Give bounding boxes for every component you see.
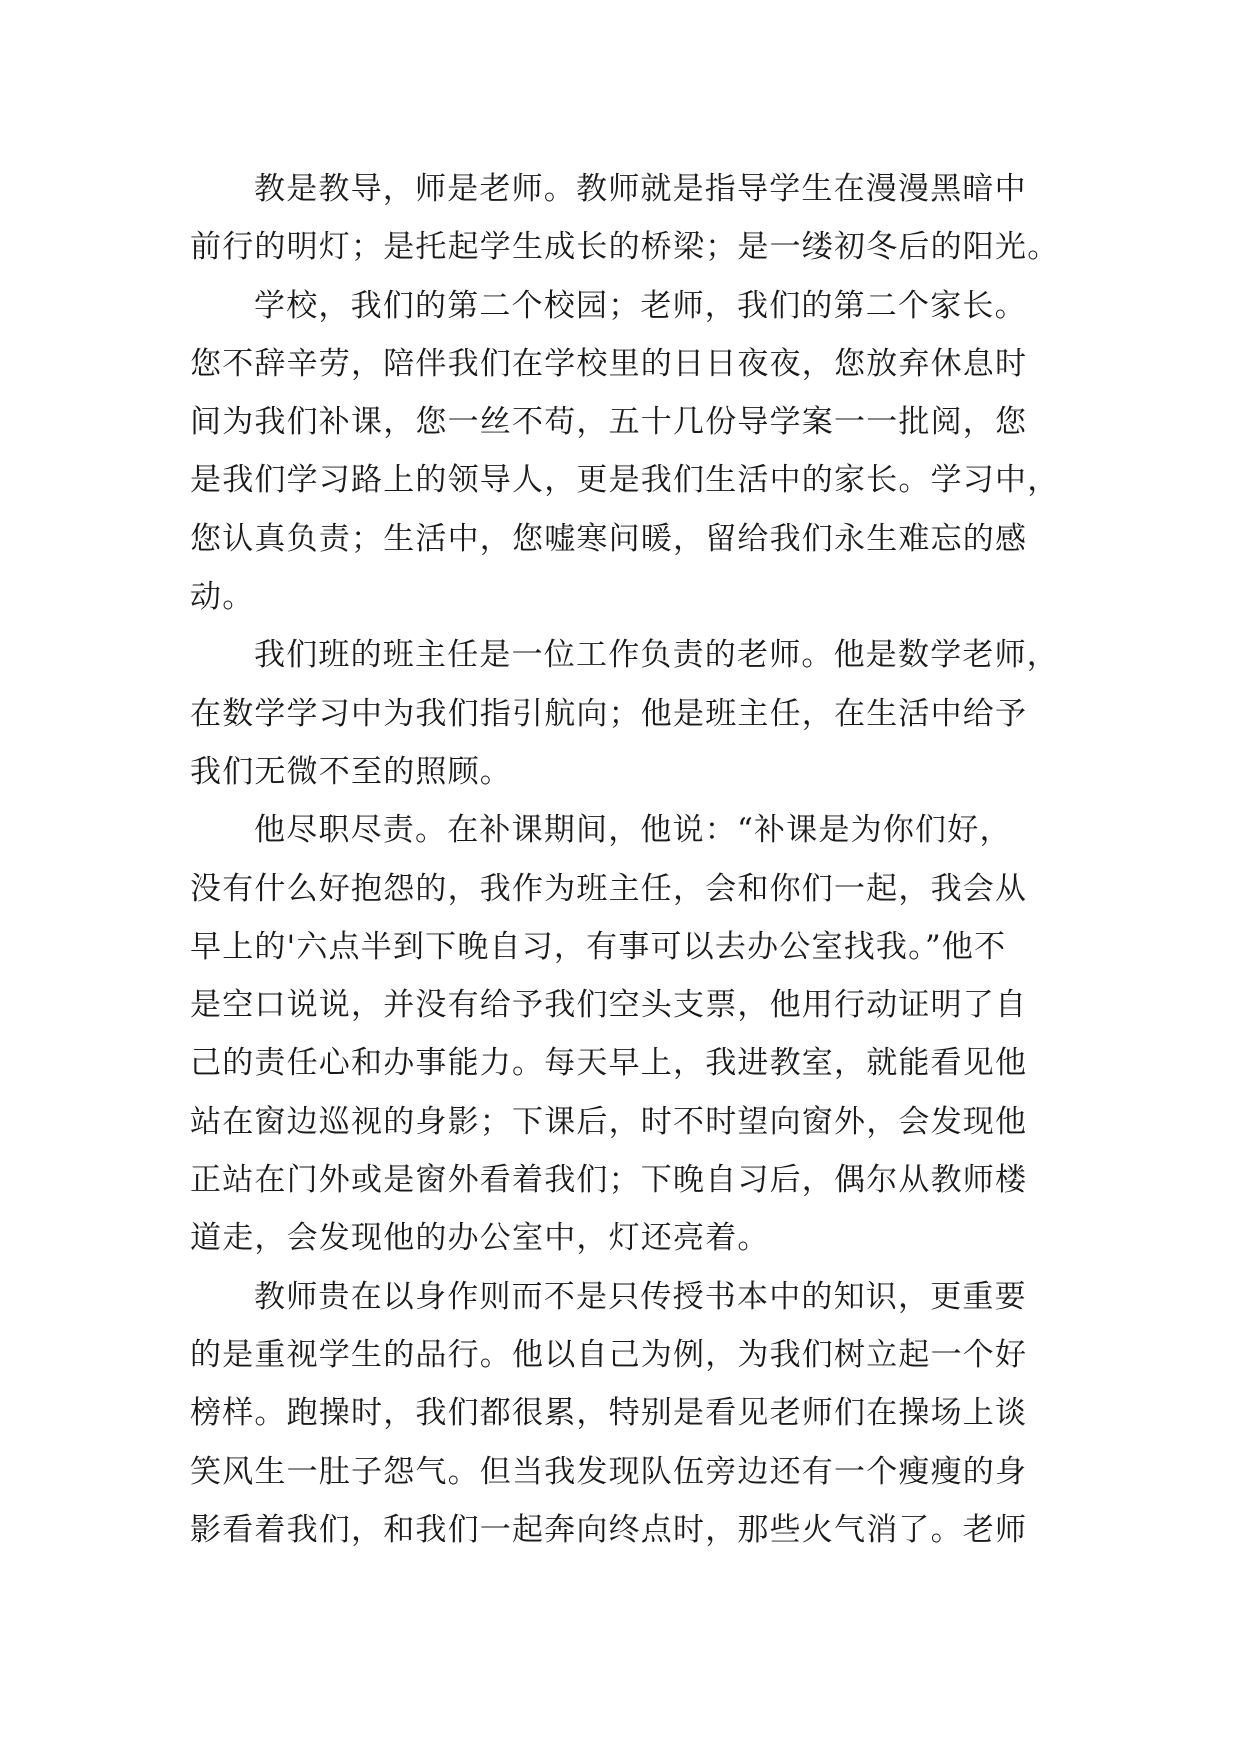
text-line: 道走，会发现他的办公室中，灯还亮着。 [190, 1220, 770, 1257]
text-line: 影看着我们，和我们一起奔向终点时，那些火气消了。老师 [190, 1511, 1028, 1548]
text-line: 间为我们补课，您一丝不苟，五十几份导学案一一批阅，您 [190, 404, 1028, 441]
text-line: 是我们学习路上的领导人，更是我们生活中的家长。学习中， [190, 462, 1060, 499]
text-line: 站在窗边巡视的身影；下课后，时不时望向窗外，会发现他 [190, 1103, 1028, 1140]
text-line: 没有什么好抱怨的，我作为班主任，会和你们一起，我会从 [190, 870, 1028, 907]
paragraph-first-line: 教师贵在以身作则而不是只传授书本中的知识，更重要 [254, 1278, 1027, 1315]
text-line: 是空口说说，并没有给予我们空头支票，他用行动证明了自 [190, 987, 1028, 1024]
paragraph-first-line: 教是教导，师是老师。教师就是指导学生在漫漫黑暗中 [254, 171, 1027, 207]
text-line: 在数学学习中为我们指引航向；他是班主任，在生活中给予 [190, 695, 1028, 732]
text-line: 正站在门外或是窗外看着我们；下晚自习后，偶尔从教师楼 [190, 1162, 1028, 1199]
text-line: 前行的明灯；是托起学生成长的桥梁；是一缕初冬后的阳光。 [190, 229, 1060, 266]
paragraph-first-line: 他尽职尽责。在补课期间，他说：“补课是为你们好， [254, 812, 1012, 849]
text-line: 榜样。跑操时，我们都很累，特别是看见老师们在操场上谈 [190, 1395, 1028, 1432]
document-body [190, 160, 1060, 1559]
text-line: 动。 [190, 579, 255, 616]
text-line: 己的责任心和办事能力。每天早上，我进教室，就能看见他 [190, 1045, 1028, 1082]
text-line: 我们无微不至的照顾。 [190, 753, 512, 790]
text-line: 的是重视学生的品行。他以自己为例，为我们树立起一个好 [190, 1336, 1028, 1373]
text-line: 您不辞辛劳，陪伴我们在学校里的日日夜夜，您放弃休息时 [190, 345, 1028, 382]
text-line: 您认真负责；生活中，您嘘寒问暖，留给我们永生难忘的感 [190, 520, 1028, 557]
text-line: 早上的'六点半到下晚自习，有事可以去办公室找我。”他不 [190, 928, 1007, 965]
paragraph-first-line: 学校，我们的第二个校园；老师，我们的第二个家长。 [254, 287, 1027, 324]
paragraph-first-line: 我们班的班主任是一位工作负责的老师。他是数学老师， [254, 637, 1059, 674]
text-line: 笑风生一肚子怨气。但当我发现队伍旁边还有一个瘦瘦的身 [190, 1453, 1028, 1490]
